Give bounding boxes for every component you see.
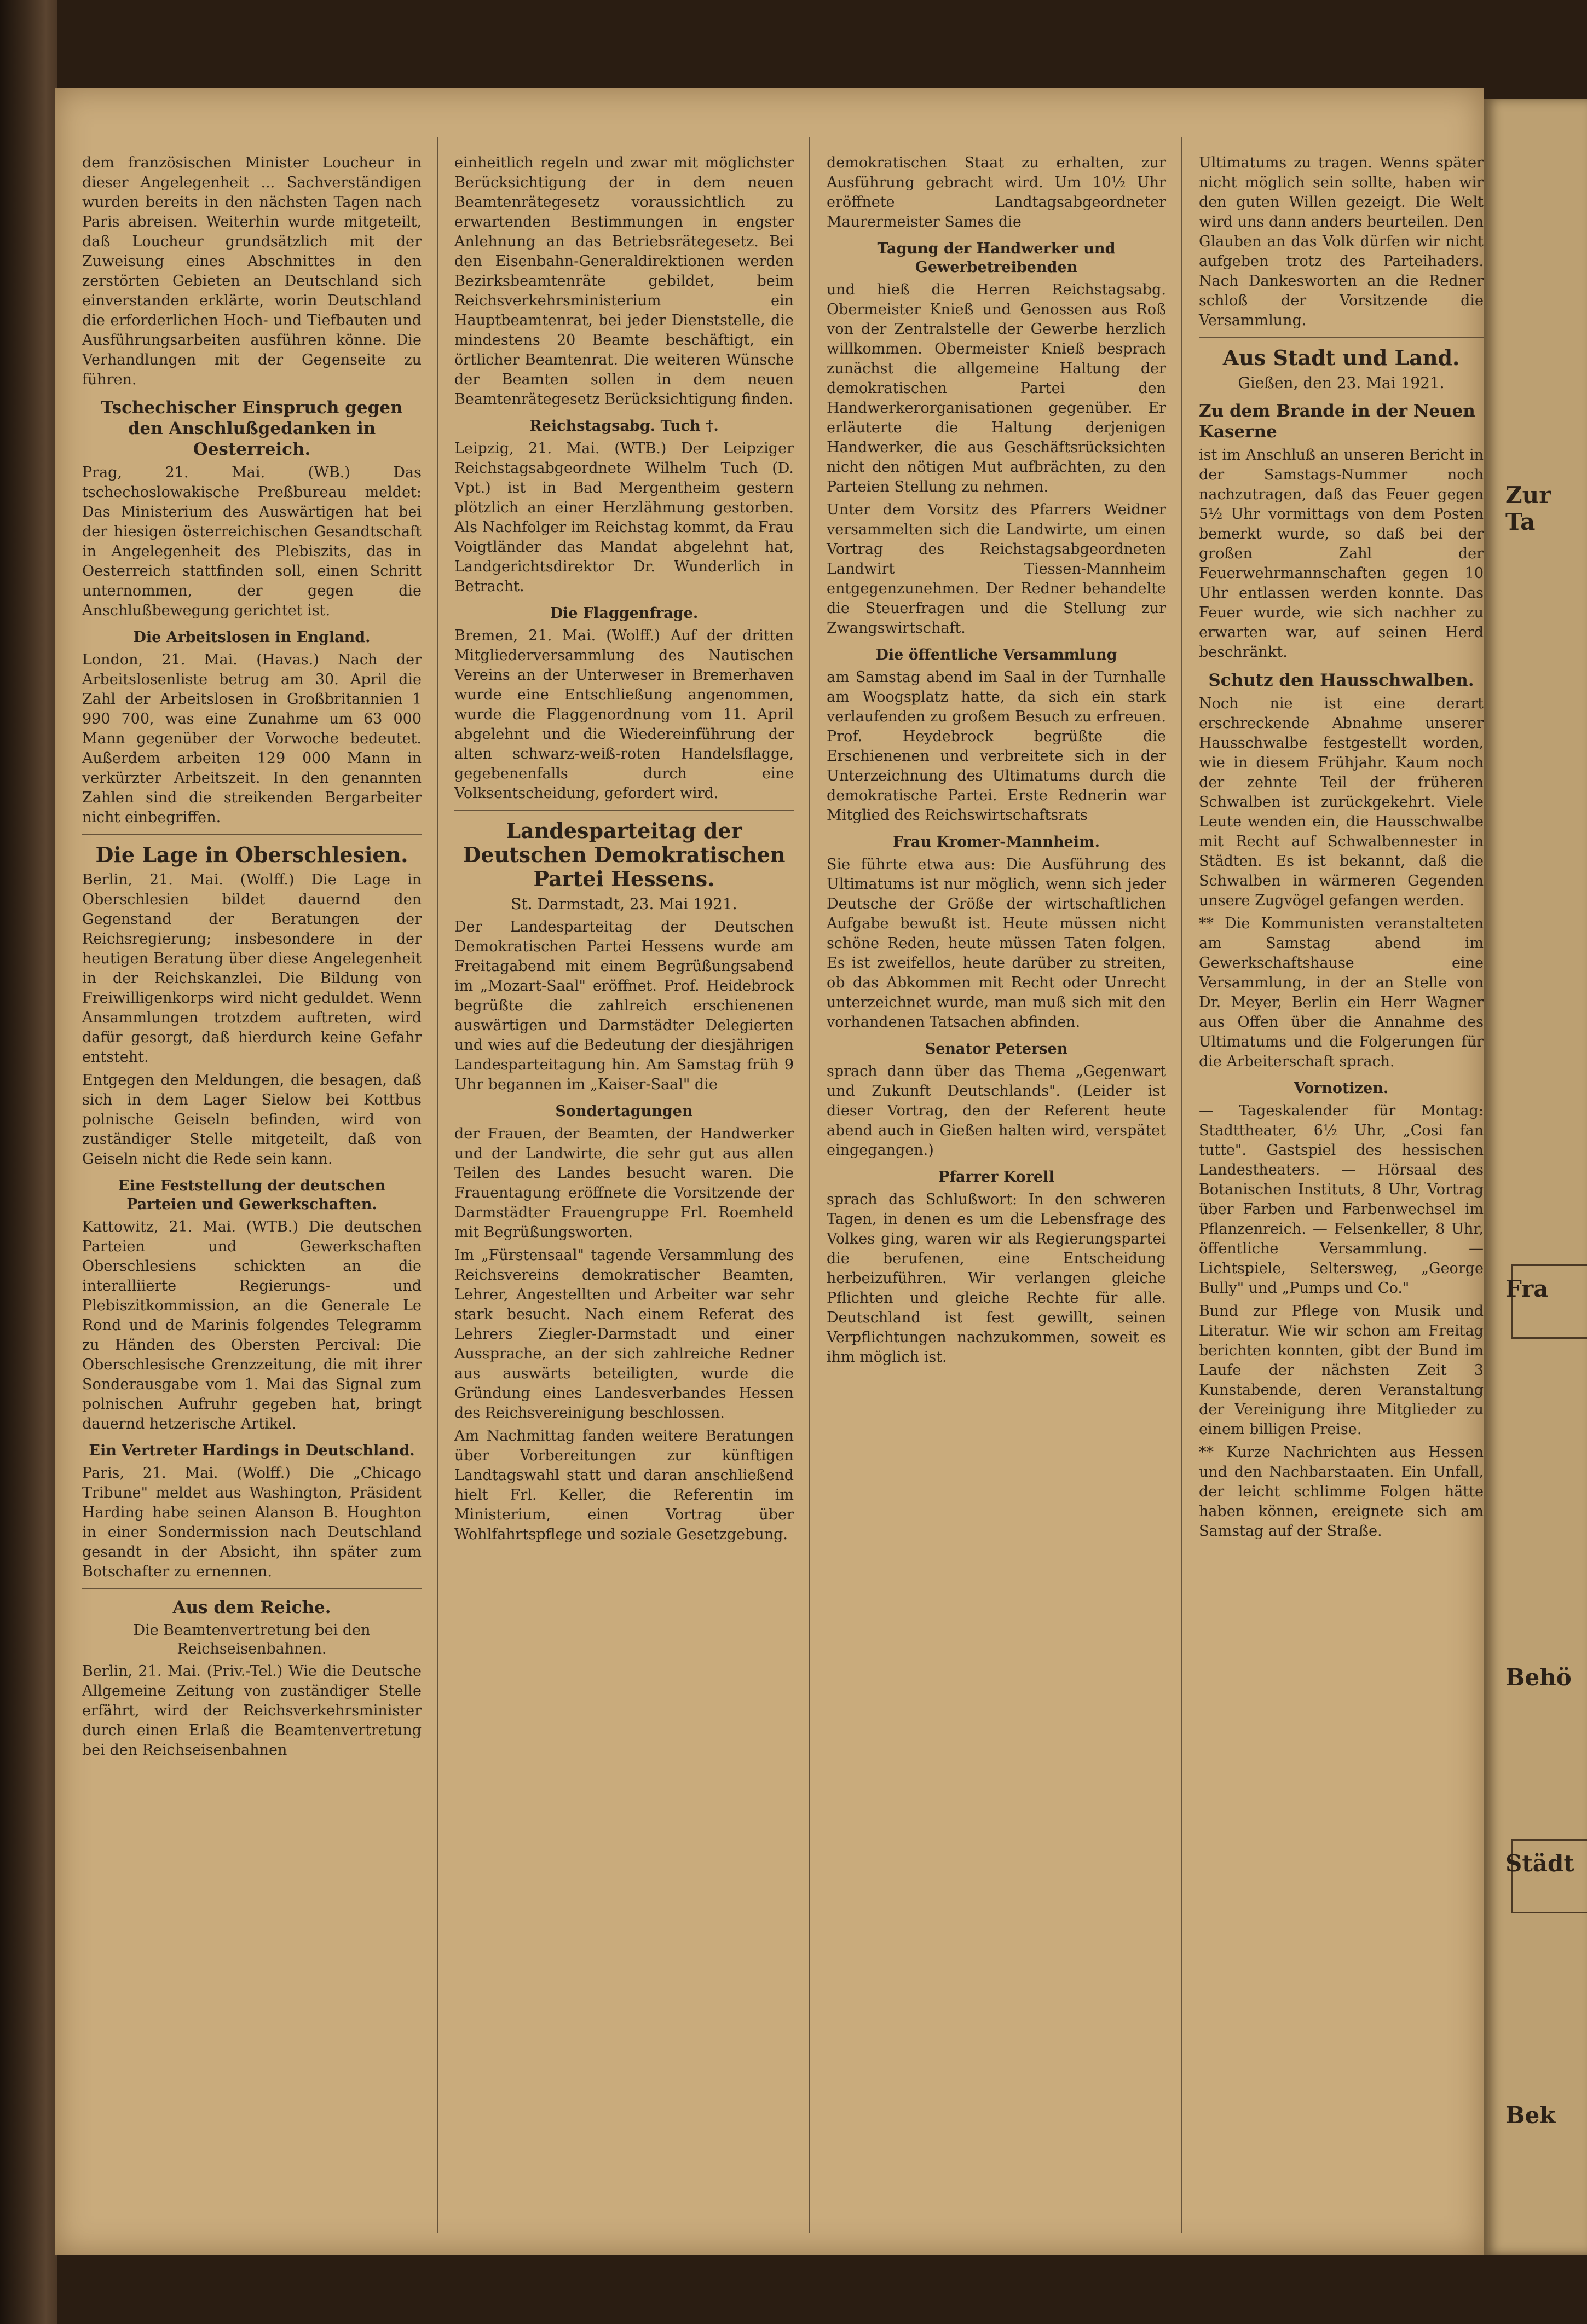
article-text: London, 21. Mai. (Havas.) Nach der Arbeitslosenliste betrug am 30. April die Zahl der Arbeitslosen in Großbritannien 1 990 700, was eine Zunahme um 63 000 Mann gegenüber der Vorwoche bedeutet. Außerdem arbeiten 129 000 Mann in verkürzter Arbeitszeit. In den genannten Zahlen sind die streikenden Bergarbeiter nicht einbegriffen.: [82, 651, 422, 826]
article-text: Im „Fürstensaal" tagende Versammlung des Reichsvereins demokratischer Beamten, Lehrer, Angestellten und Arbeiter war sehr stark besucht. Nach einem Referat des Lehrers Ziegler-Darmstadt und einer Aussprache, an der sich zahlreiche Redner aus auswärts beteiligten, wurde die Gründung eines Landesverbandes Hessen des Reichsvereinigung beschlossen.: [454, 1247, 794, 1421]
headline: Die Lage in Oberschlesien.: [95, 842, 408, 867]
article-text: Am Nachmittag fanden weitere Beratungen über Vorbereitungen zur künftigen Landtagswahl statt und daran anschließend hielt Frl. Keller, die Referentin im Ministerium, einen Vortrag über Wohlfahrtspflege und soziale Gesetzgebung.: [454, 1427, 794, 1543]
column-rule: [437, 137, 438, 2233]
article-text: Sie führte etwa aus: Die Ausführung des Ultimatums ist nur möglich, wenn sich jeder Deutsche der Größe der wirtschaftlichen Aufgabe bewußt ist. Heute müssen nicht schöne Reden, heute müssen Taten folgen. Es ist zweifellos, heute darüber zu streiten, ob das Abkommen mit Recht oder Unrecht unterzeichnet wurde, man muß sich mit den vorhandenen Tatsachen abfinden.: [827, 856, 1166, 1031]
article-text: Bund zur Pflege von Musik und Literatur. Wie wir schon am Freitag berichten konnten, gibt der Bund im Laufe der nächsten Zeit 3 Kunstabende, deren Veranstaltung der Vereinigung ihre Mitglieder zu einem billigen Preise.: [1199, 1303, 1484, 1438]
article-text: Entgegen den Meldungen, die besagen, daß sich in dem Lager Sielow bei Kottbus polnische Geiseln befinden, wird von zuständiger Stelle mitgeteilt, daß von Geiseln nicht die Rede sein kann.: [82, 1072, 422, 1167]
article-text: demokratischen Staat zu erhalten, zur Ausführung gebracht wird. Um 10½ Uhr eröffnete Landtagsabgeordneter Maurermeister Sames die: [827, 154, 1166, 230]
subheading: Senator Petersen: [925, 1040, 1068, 1057]
newspaper-page: [55, 88, 1484, 2255]
dateline: Gießen, den 23. Mai 1921.: [1238, 374, 1445, 392]
edge-heading: Bek: [1505, 2102, 1556, 2129]
headline: Landesparteitag der Deutschen Demokratischen Partei Hessens.: [463, 818, 786, 891]
divider: [82, 834, 422, 835]
subheading: Pfarrer Korell: [938, 1169, 1054, 1186]
headline: Reichstagsabg. Tuch †.: [529, 418, 719, 435]
article-text: Bremen, 21. Mai. (Wolff.) Auf der dritten Mitgliederversammlung des Nautischen Vereins an der Unterweser in Bremerhaven wurde eine Entschließung angenommen, wurde die Flaggenordnung vom 11. April abgelehnt und die Wiedereinführung der alten schwarz-weiß-roten Handelsflagge, gegebenenfalls durch eine Volksentscheidung, gefordert wird.: [454, 627, 794, 802]
article-text: ** Die Kommunisten veranstalteten am Samstag abend im Gewerkschaftshause eine Versammlung, in der an Stelle von Dr. Meyer, Berlin ein Herr Wagner aus Offen über die Annahme des Ultimatums und die Folgerungen für die Arbeiterschaft sprach.: [1199, 915, 1484, 1070]
article-text: Der Landesparteitag der Deutschen Demokratischen Partei Hessens wurde am Freitagabend mit einem Begrüßungsabend im „Mozart-Saal" eröffnet. Prof. Heidebrock begrüßte die zahlreich erschienenen auswärtigen und Darmstädter Delegierten und wies auf die Bedeutung der diesjährigen Landesparteitagung hin. Am Samstag früh 9 Uhr begannen im „Kaiser-Saal" die: [454, 918, 794, 1093]
article-text: Berlin, 21. Mai. (Wolff.) Die Lage in Oberschlesien bildet dauernd den Gegenstand der Beratungen der Reichsregierung; insbesondere in der heutigen Beratung über diese Angelegenheit in der Reichskanzlei. Die Bildung von Freiwilligenkorps wird nicht geduldet. Wenn Ansammlungen trotzdem auftreten, wird dafür gesorgt, daß hierdurch keine Gefahr entsteht.: [82, 871, 422, 1066]
section-title: Aus dem Reiche.: [172, 1598, 331, 1617]
article-text: Prag, 21. Mai. (WB.) Das tschechoslowakische Preßbureau meldet: Das Ministerium des Auswärtigen hat bei der hiesigen österreichischen Gesandtschaft in Angelegenheit des Plebiszits, das in Oesterreich stattfinden soll, einen Schritt unternommen, der gegen die Anschlußbewegung gerichtet ist.: [82, 464, 422, 619]
divider: [1199, 337, 1484, 338]
headline: Die Arbeitslosen in England.: [133, 629, 371, 646]
article-text: am Samstag abend im Saal in der Turnhalle am Woogsplatz hatte, da sich ein stark verlaufenden zu großem Besuch zu erfreuen. Prof. Heydebrock begrüßte die Erschienenen und verbreitete sich in der Unterzeichnung des Ultimatums durch die demokratische Partei. Erste Rednerin war Mitglied des Reichswirtschaftsrats: [827, 669, 1166, 824]
edge-heading: Behö: [1505, 1664, 1572, 1691]
article-text: Leipzig, 21. Mai. (WTB.) Der Leipziger Reichstagsabgeordnete Wilhelm Tuch (D. Vpt.) ist in Bad Mergentheim gestern plötzlich an einer Herzlähmung gestorben. Als Nachfolger im Reichstag kommt, da Frau Voigtländer das Mandat abgelehnt hat, Landgerichtsdirektor Dr. Wunderlich in Betracht.: [454, 440, 794, 595]
edge-heading: Städt: [1505, 1850, 1574, 1877]
article-text: der Frauen, der Beamten, der Handwerker und der Landwirte, die sehr gut aus allen Teilen des Landes besucht waren. Die Frauentagung eröffnete die Vorsitzende der Darmstädter Frauengruppe Frl. Roemheld mit Begrüßungsworten.: [454, 1125, 794, 1241]
dateline: St. Darmstadt, 23. Mai 1921.: [511, 895, 737, 913]
column-4: [1199, 153, 1484, 2233]
article-text: Kattowitz, 21. Mai. (WTB.) Die deutschen Parteien und Gewerkschaften Oberschlesiens schickten an die interalliierte Regierungs- und Plebiszitkommission, an die Generale Le Rond und de Marinis folgendes Telegramm zu Händen des Obersten Percival: Die Oberschlesische Grenzzeitung, die mit ihrer Sonderausgabe vom 1. Mai das Signal zum polnischen Aufruhr gegeben hat, bringt dauernd hetzerische Artikel.: [82, 1218, 422, 1432]
headline: Tschechischer Einspruch gegen den Anschlußgedanken in Oesterreich.: [101, 398, 403, 459]
article-text: sprach das Schlußwort: In den schweren Tagen, in denen es um die Lebensfrage des Volkes ging, waren wir als Regierungspartei die berufenen, eine Entscheidung herbeizuführen. Wir verlangen gleiche Pflichten und gleiche Rechte für alle. Deutschland ist fest gewillt, seinen Verpflichtungen nachzukommen, soweit es ihm möglich ist.: [827, 1191, 1166, 1366]
book-binding: [0, 0, 57, 2324]
headline: Zu dem Brande in der Neuen Kaserne: [1199, 401, 1475, 442]
subheading: Tagung der Handwerker und Gewerbetreibenden: [877, 240, 1116, 276]
subheading: Vornotizen.: [1294, 1080, 1389, 1097]
subheading: Sondertagungen: [555, 1103, 693, 1120]
headline: Ein Vertreter Hardings in Deutschland.: [89, 1442, 415, 1459]
section-title: Aus Stadt und Land.: [1222, 345, 1460, 370]
headline: Schutz den Hausschwalben.: [1208, 670, 1474, 690]
divider: [82, 1588, 422, 1589]
column-rule: [1181, 137, 1182, 2233]
subheading: Die öffentliche Versammlung: [875, 646, 1117, 663]
column-rule: [809, 137, 810, 2233]
article-text: Paris, 21. Mai. (Wolff.) Die „Chicago Tribune" meldet aus Washington, Präsident Harding habe seinen Alanson B. Houghton in einer Sondermission nach Deutschland gesandt in der Absicht, ihn später zum Botschafter zu ernennen.: [82, 1465, 422, 1580]
column-3: [827, 153, 1166, 2233]
column-2: [454, 153, 794, 2233]
article-text: Berlin, 21. Mai. (Priv.-Tel.) Wie die Deutsche Allgemeine Zeitung von zuständiger Stelle erfährt, wird der Reichsverkehrsminister durch einen Erlaß die Beamtenvertretung bei den Reichseisenbahnen: [82, 1663, 422, 1759]
headline: Eine Feststellung der deutschen Parteien und Gewerkschaften.: [118, 1177, 386, 1213]
article-text: — Tageskalender für Montag: Stadttheater, 6½ Uhr, „Cosi fan tutte". Gastspiel des hessischen Landestheaters. — Hörsaal des Botanischen Instituts, 8 Uhr, Vortrag über Farben und Farbenwechsel im Pflanzenreich. — Felsenkeller, 8 Uhr, öffentliche Versammlung. — Lichtspiele, Seltersweg, „George Bully" und „Pumps und Co.": [1199, 1102, 1484, 1297]
article-text: ** Kurze Nachrichten aus Hessen und den Nachbarstaaten. Ein Unfall, der leicht schlimme Folgen hätte haben können, ereignete sich am Samstag auf der Straße.: [1199, 1444, 1484, 1540]
adjacent-page-edge: [1484, 99, 1587, 2255]
column-1: [82, 153, 422, 2233]
article-text: ist im Anschluß an unseren Bericht in der Samstags-Nummer noch nachzutragen, daß das Feuer gegen 5½ Uhr vormittags von dem Posten bemerkt wurde, so daß bei der großen Zahl der Feuerwehrmannschaften gegen 10 Uhr entlassen werden konnte. Das Feuer wurde, wie sich nachher zu erwarten war, auf seinen Herd beschränkt.: [1199, 447, 1484, 661]
article-text: Noch nie ist eine derart erschreckende Abnahme unserer Hausschwalbe festgestellt worden, wie in diesem Frühjahr. Kaum noch der zehnte Teil der früheren Schwalben ist zurückgekehrt. Viele Leute wenden ein, die Hausschwalbe mit Recht auf Schwalbennester in Städten. Es ist bekannt, daß die Schwalben in wärmeren Gegenden unsere Zugvögel gefangen werden.: [1199, 695, 1484, 909]
article-text: Unter dem Vorsitz des Pfarrers Weidner versammelten sich die Landwirte, um einen Vortrag des Reichstagsabgeordneten Landwirt Tiessen-Mannheim entgegenzunehmen. Der Redner behandelte die Steuerfragen und die Stellung zur Zwangswirtschaft.: [827, 501, 1166, 637]
subtitle: Die Beamtenvertretung bei den Reichseisenbahnen.: [133, 1622, 371, 1657]
divider: [454, 810, 794, 811]
headline: Die Flaggenfrage.: [550, 605, 699, 622]
article-text: sprach dann über das Thema „Gegenwart und Zukunft Deutschlands". (Leider ist dieser Vortrag, den der Referent heute abend auch in Gießen halten wird, verspätet eingegangen.): [827, 1063, 1166, 1159]
article-text: dem französischen Minister Loucheur in dieser Angelegenheit ... Sachverständigen wurden bereits in den nächsten Tagen nach Paris abreisen. Weiterhin wurde mitgeteilt, daß Loucheur grundsätzlich mit der Zuweisung eines Abschnittes in den zerstörten Gebieten an Deutschland sich einverstanden erklärte, worin Deutschland die erforderlichen Hoch- und Tiefbauten und Ausführungsarbeiten ausführen könne. Die Verhandlungen mit der Gegenseite zu führen.: [82, 154, 422, 388]
article-text: einheitlich regeln und zwar mit möglichster Berücksichtigung der in dem neuen Beamtenrätegesetz voraussichtlich zu erwartenden Bestimmungen in engster Anlehnung an das Betriebsrätegesetz. Bei den Eisenbahn-Generaldirektionen werden Bezirksbeamtenräte gebildet, beim Reichsverkehrsministerium ein Hauptbeamtenrat, bei jeder Dienststelle, die mindestens 20 Beamte beschäftigt, ein örtlicher Beamtenrat. Die weiteren Wünsche der Beamten sollen in dem neuen Beamtenrätegesetz Berücksichtigung finden.: [454, 154, 794, 408]
subheading: Frau Kromer-Mannheim.: [893, 834, 1100, 851]
article-text: Ultimatums zu tragen. Wenns später nicht möglich sein sollte, haben wir den guten Willen gezeigt. Die Welt wird uns dann anders beurteilen. Den Glauben an das Volk dürfen wir nicht aufgeben trotz des Parteihaders. Nach Dankesworten an die Redner schloß der Vorsitzende die Versammlung.: [1199, 154, 1484, 329]
edge-heading: Zur Ta: [1505, 482, 1551, 535]
edge-heading: Fra: [1505, 1275, 1549, 1302]
article-text: und hieß die Herren Reichstagsabg. Obermeister Knieß und Genossen aus Roß von der Zentralstelle der Gewerbe herzlich willkommen. Obermeister Knieß besprach zunächst die allgemeine Haltung der demokratischen Partei den Handwerkerorganisationen gegenüber. Er erläuterte die Haltung derjenigen Handwerker, die aus Geschäftsrücksichten nicht den nötigen Mut aufbrächten, zu den Parteien Stellung zu nehmen.: [827, 281, 1166, 495]
